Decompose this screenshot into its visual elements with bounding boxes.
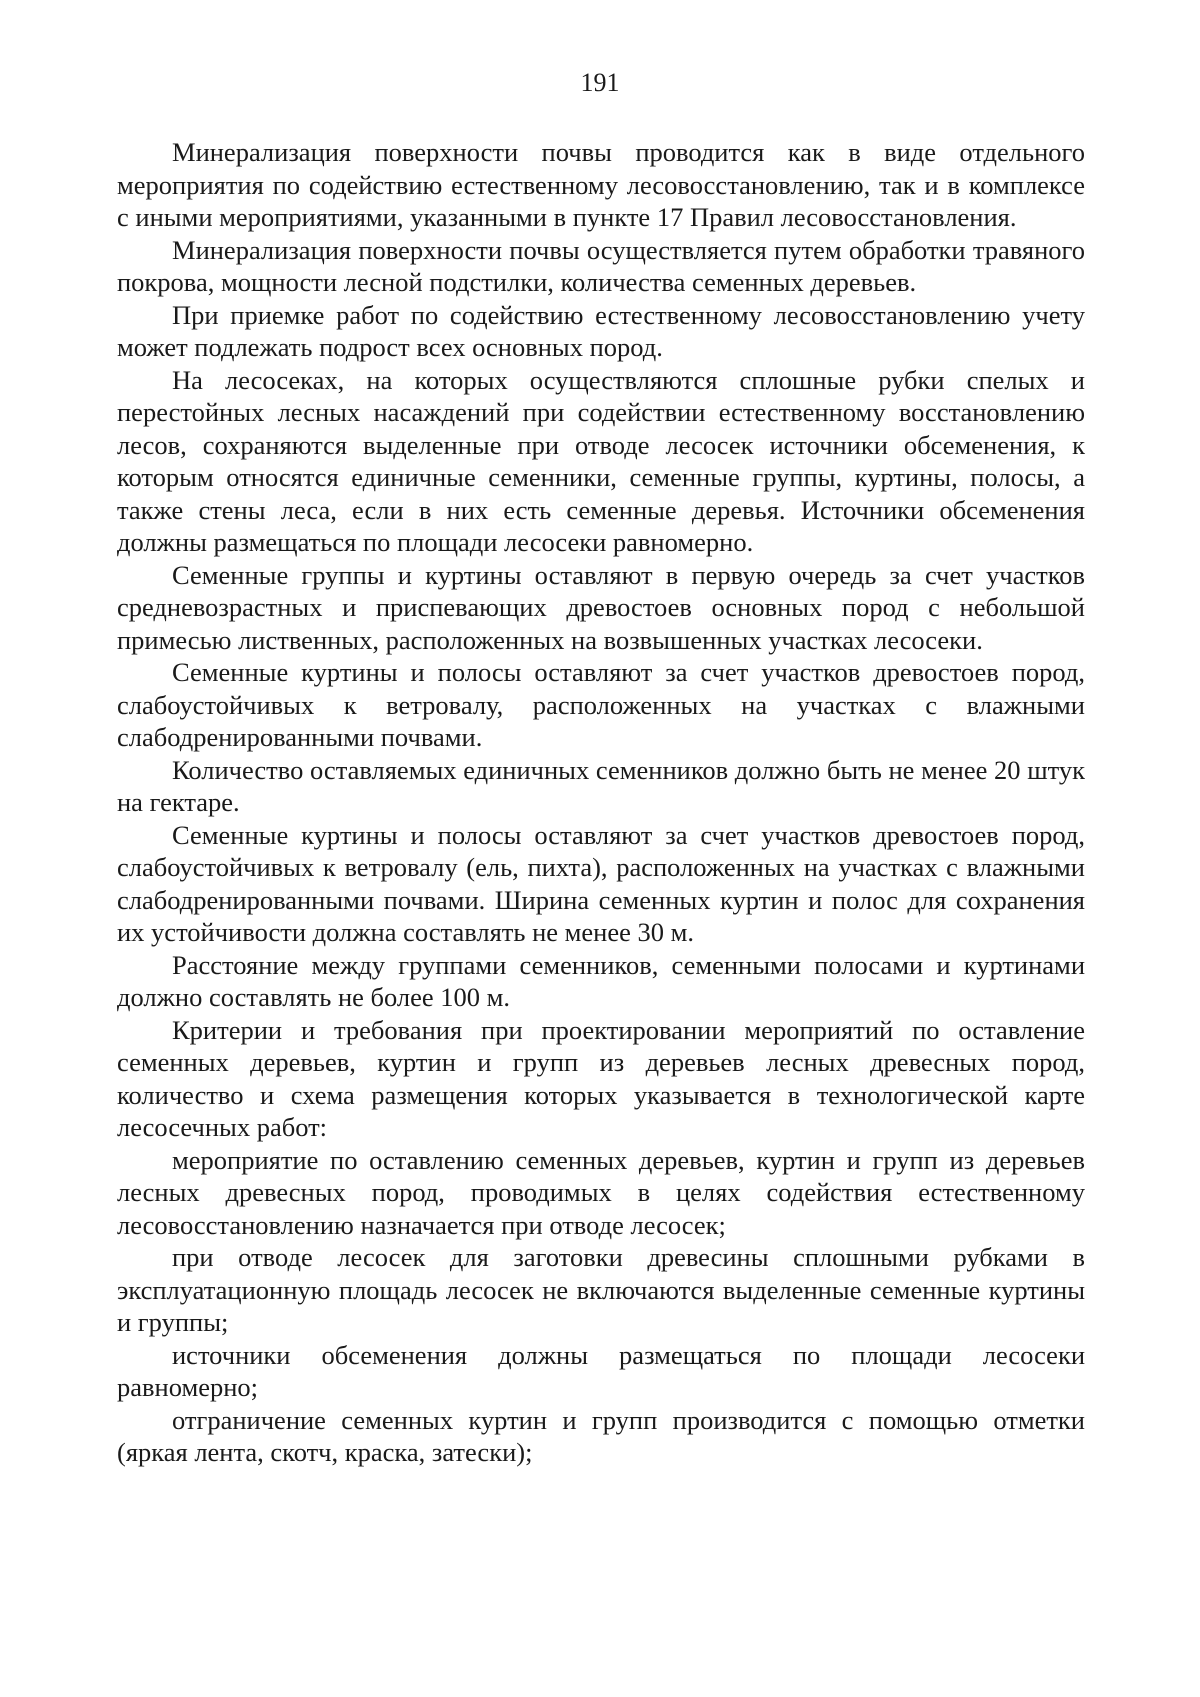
- body-text: [117, 136, 1085, 1469]
- list-item: мероприятие по оставлению семенных деревьев, куртин и групп из деревьев лесных древесных пород, проводимых в целях содействия естественному лесовосстановлению назначается при отводе лесосек;: [117, 1144, 1085, 1240]
- list-item: отграничение семенных куртин и групп производится с помощью отметки (яркая лента, скотч, краска, затески);: [117, 1404, 1085, 1467]
- paragraph: Семенные группы и куртины оставляют в первую очередь за счет участков средневозрастных и приспевающих древостоев основных пород с небольшой примесью лиственных, расположенных на возвышенных участках лесосеки.: [117, 559, 1085, 655]
- paragraph: Семенные куртины и полосы оставляют за счет участков древостоев пород, слабоустойчивых к ветровалу (ель, пихта), расположенных на участках с влажными слабодренированными почвами. Ширина семенных куртин и полос для сохранения их устойчивости должна составлять не менее 30 м.: [117, 819, 1085, 947]
- page-number: 191: [580, 68, 620, 97]
- paragraph: Минерализация поверхности почвы проводится как в виде отдельного мероприятия по содействию естественному лесовосстановлению, так и в комплексе с иными мероприятиями, указанными в пункте 17 Правил лесовосстановления.: [117, 137, 1085, 232]
- paragraph: Минерализация поверхности почвы осуществляется путем обработки травяного покрова, мощности лесной подстилки, количества семенных деревьев.: [117, 234, 1085, 297]
- paragraph: Семенные куртины и полосы оставляют за счет участков древостоев пород, слабоустойчивых к ветровалу, расположенных на участках с влажными слабодренированными почвами.: [117, 657, 1085, 752]
- paragraph: На лесосеках, на которых осуществляются сплошные рубки спелых и перестойных лесных насаждений при содействии естественному восстановлению лесов, сохраняются выделенные при отводе лесосек источники обсеменения, к которым относятся единичные семенники, семенные группы, куртины, полосы, а также стены леса, если в них есть семенные деревья. Источники обсеменения должны размещаться по площади лесосеки равномерно.: [117, 364, 1085, 557]
- list-item: источники обсеменения должны размещаться по площади лесосеки равномерно;: [117, 1339, 1085, 1402]
- paragraph: Количество оставляемых единичных семенников должно быть не менее 20 штук на гектаре.: [117, 754, 1085, 817]
- paragraph: Критерии и требования при проектировании мероприятий по оставление семенных деревьев, куртин и групп из деревьев лесных древесных пород, количество и схема размещения которых указывается в технологической карте лесосечных работ:: [117, 1014, 1085, 1142]
- list-item: при отводе лесосек для заготовки древесины сплошными рубками в эксплуатационную площадь лесосек не включаются выделенные семенные куртины и группы;: [117, 1242, 1085, 1337]
- paragraph: Расстояние между группами семенников, семенными полосами и куртинами должно составлять не более 100 м.: [117, 949, 1085, 1012]
- paragraph: При приемке работ по содействию естественному лесовосстановлению учету может подлежать подрост всех основных пород.: [117, 299, 1085, 362]
